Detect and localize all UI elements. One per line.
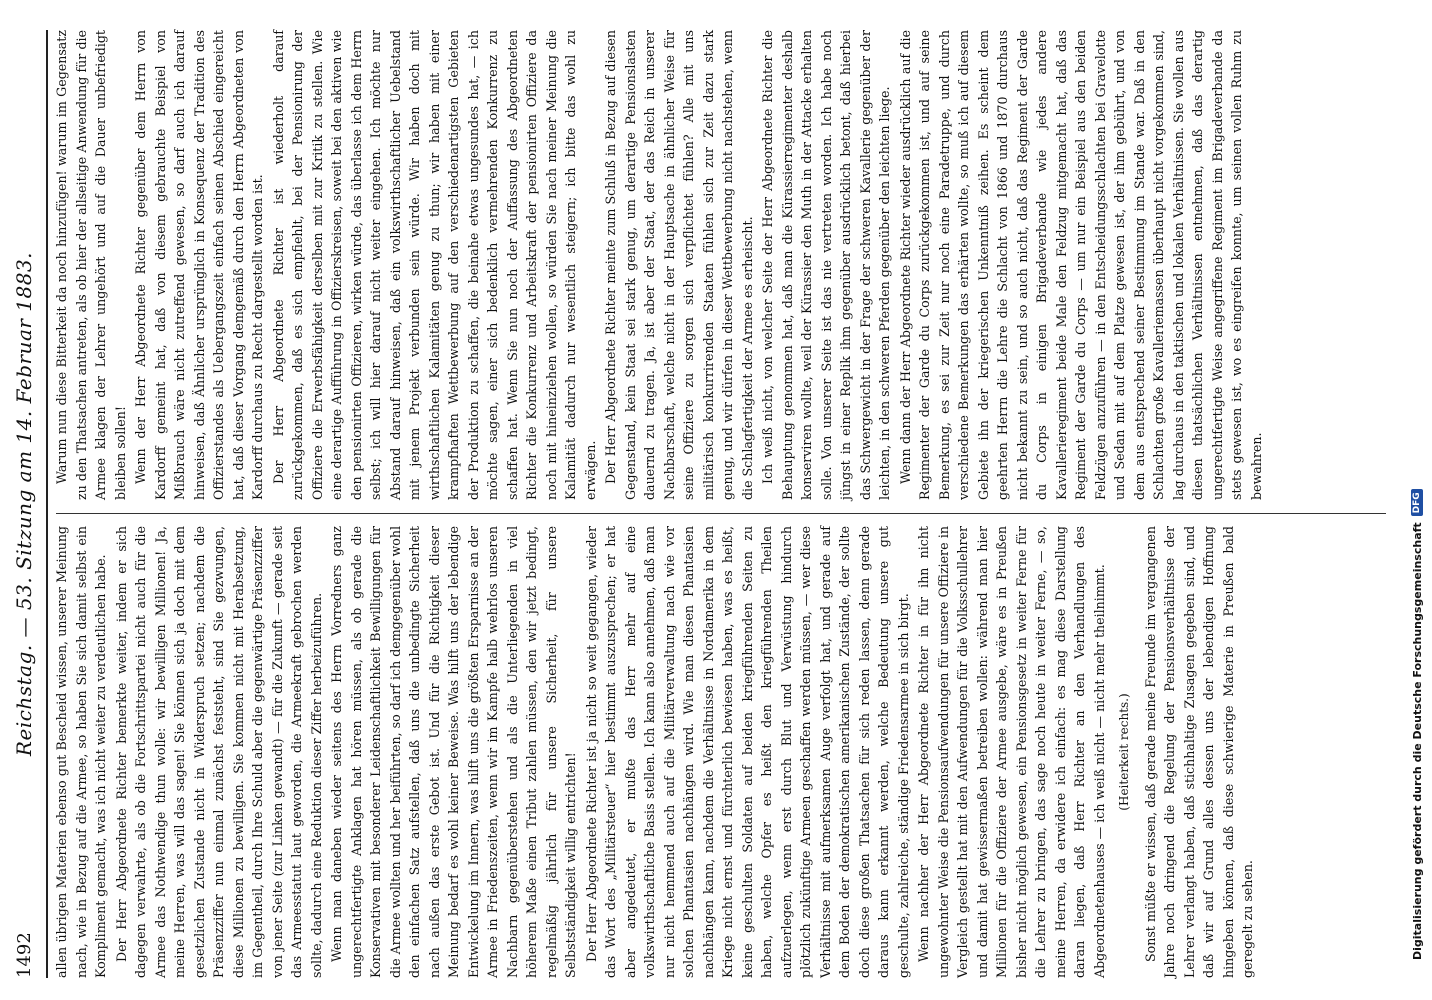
paragraph: Der Herr Abgeordnete Richter meinte zum Schluß in Bezug auf diesen Gegenstand, kein Staat sei stark genug, um derartige Pensionslasten dauernd zu tragen. Ja, ist aber der Staat, der das Reich in unserer Nachbarschaft, welche nicht in der Hauptsache in ähnlicher Weise für seine Offiziere zu sorgen sich verpflichtet fühlen? Alle mit uns militärisch konkurrirenden Staaten fühlen sich zur Zeit dazu stark genug, und wir dürfen in dieser Wettbewerbung nicht nachstehen, wenn die Schlagfertigkeit der Armee es erheischt. [603,30,755,500]
credit-text: Digitalisierung gefördert durch die Deutsche Forschungsgemeinschaft [1410,522,1424,960]
paragraph: Wenn nachher der Herr Abgeordnete Richter in für ihn nicht ungewohnter Weise die Pensionsaufwendungen für unsere Offiziere in Vergleich gestellt hat mit den Aufwendungen für die Volksschullehrer und damit hat gewissermaßen betreiben wollen: während man hier Millionen für die Offiziere der Armee ausgebe, wäre es in Preußen bisher nicht möglich gewesen, ein Pensionsgesetz in weiter Ferne für die Lehrer zu bringen, das sage noch heute in weiter Ferne, — so, meine Herren, da erwidere ich einfach: es mag diese Darstellung daran liegen, daß Herr Richter an den Verhandlungen des Abgeordnetenhauses — ich weiß nicht — nicht mehr theilnimmt. [916,526,1107,978]
text-column-left [52,526,1259,978]
paragraph: allen übrigen Materien ebenso gut Bescheid wissen, unserer Meinung nach, wie in Bezug auf die Armee, so haben Sie sich damit selbst ein Kompliment gemacht, was ich nicht weiter zu verdeutlichen habe. [54,526,108,978]
text-column-right [52,30,1267,500]
funding-credit [1408,20,1426,960]
column-divider [56,513,1386,514]
paragraph: Warum nun diese Bitterkeit da noch hinzufügen! warum im Gegensatz zu den Thatsachen antreten, als ob hier der allseitige Anwendung für die Armee klagen der Lehrer ungehört und auf die Dauer unbefriedigt bleiben sollen! [54,30,128,500]
paragraph: Wenn der Herr Abgeordnete Richter gegenüber dem Herrn von Kardorff gemeint hat, daß von diesem gebrauchte Beispiel von Mißbrauch wäre nicht zutreffend gewesen, so darf auch ich darauf hinweisen, daß Ähnlicher ursprünglich in Konsequenz der Tradition des Offizierstandes als Uebergangszeit einfach seinen Abschied eingereicht hat, daß dieser Vorgang demgemäß durch den Herrn Abgeordneten von Kardorff durchaus zu Recht dargestellt worden ist. [133,30,265,500]
header-rule [46,30,48,978]
paragraph: Der Herr Abgeordnete Richter ist wiederholt darauf zurückgekommen, daß es sich empfiehlt, bei der Pensionirung der Offiziere die Erwerbsfähigkeit derselben mit zur Kritik zu stellen. Wie eine derartige Aufführung in Offizierskreisen, soweit bei den aktiven wie den pensionirten Offizieren, wirken würde, das überlasse ich dem Herrn selbst; ich will hier darauf nicht weiter eingehen. Ich möchte nur Abstand darauf hinweisen, daß ein volkswirthschaftlicher Uebelstand mit jenem Projekt verbunden sein würde. Wir haben doch mit wirthschaftlichen Kalamitäten genug zu thun; wir haben mit einer krampfhaften Wettbewerbung auf den verschiedenartigsten Gebieten der Produktion zu schaffen, die beinahe etwas ungesundes hat, — ich möchte sagen, einer sich bedenklich vermehrenden Konkurrenz zu schaffen hat. Wenn Sie nun noch der Auffassung des Abgeordneten Richter die Konkurrenz und Arbeitskraft der pensionirten Offiziere da noch mit hineinziehen wollen, so würden Sie nach meiner Meinung die Kalamität dadurch nur wesentlich steigern; ich bitte das wohl zu erwägen. [270,30,598,500]
paragraph: Wenn man daneben wieder seitens des Herrn Vorredners ganz ungerechtfertigte Anklagen hat hören müssen, als ob gerade die Konservativen mit besonderer Leidenschaftlichkeit Bewilligungen für die Armee wollten und her beiführten, so darf ich demgegenüber wohl den einfachen Satz aufstellen, daß uns die unbedingte Sicherheit nach außen das erste Gebot ist. Und für die Richtigkeit dieser Meinung bedarf es wohl keiner Beweise. Was hilft uns der lebendige Entwickelung im Innern, was hilft uns die größten Ersparnisse an der Armee in Friedenszeiten, wenn wir im Kampfe halb wehrlos unseren Nachbarn gegenüberstehen und als die Unterliegenden in viel höherem Maße einen Tribut zahlen müssen, den wir jetzt bedingt, regelmäßig jährlich für unsere Sicherheit, für unsere Selbstständigkeit willig entrichten! [329,526,578,978]
page-header [10,30,40,978]
paragraph: Ich weiß nicht, von welcher Seite der Herr Abgeordnete Richter die Behauptung genommen hat, daß man die Kürassierregimenter deshalb konserviren wollte, weil der Kürassier den Muth in der Attacke erhalten solle. Von unserer Seite ist das nie vertreten worden. Ich habe noch jüngst in einer Replik ihm gegenüber ausdrücklich betont, daß hierbei das Schwergewicht in der Frage der schweren Kavallerie gegenüber der leichten, in den schweren Pferden gegenüber den leichten liege. [760,30,892,500]
page-title: Reichstag. — 53. Sitzung am 14. Februar 1883. [12,251,36,757]
paragraph: Der Herr Abgeordnete Richter ist ja nicht so weit gegangen, wieder das Wort des „Militärsteuer“ hier bestimmt auszusprechen; er hat aber angedeutet, er mußte das Herr mehr auf eine volkswirthschaftliche Basis stellen. Ich kann also annehmen, daß man nur nicht hemmend auch auf die Militärverwaltung nach wie vor solchen Phantasien nachhängen wird. Wie man diesen Phantasien nachhängen kann, nachdem die Verhältnisse in Nordamerika in dem Kriege nicht ernst und fürchterlich bewiesen haben, was es heißt, keine geschulten Soldaten auf beiden kriegführenden Seiten zu haben, welche Opfer es heißt den kriegführenden Theilen aufzuerlegen, wenn erst durch Blut und Verwüstung hindurch plötzlich zukünftige Armeen geschaffen werden müssen, — wer diese Verhältnisse mit aufmerksamen Auge verfolgt hat, und gerade auf dem Boden der demokratischen amerikanischen Zustände, der sollte doch diese großen Thatsachen für sich reden lassen, denn gerade daraus kann erkannt werden, welche Bedeutung unsere gut geschulte, zahlreiche, ständige Friedensarmee in sich birgt. [583,526,911,978]
paragraph: Der Herr Abgeordnete Richter bemerkte weiter, indem er sich dagegen verwahrte, als ob die Fortschrittspartei nicht auch für die Armee das Nothwendige thun wolle: wir bewilligen Millionen! Ja, meine Herren, was will das sagen! Sie können sich ja doch mit dem gesetzlichen Zustande nicht in Widerspruch setzen; nachdem die Präsenzziffer nun einmal zunächst feststeht, sind Sie gezwungen, diese Millionen zu bewilligen. Sie kommen nicht mit Herabsetzung, im Gegentheil, durch Ihre Schuld aber die gegenwärtige Präsenzziffer von jener Seite (zur Linken gewandt) — für die Zukunft — gerade seit das Armeesstatut laut geworden, die Armeekraft gebrochen werden sollte, dadurch eine Reduktion dieser Ziffer herbeizuführen. [113,526,324,978]
paragraph: Wenn dann der Herr Abgeordnete Richter wieder ausdrücklich auf die Regimenter der Garde du Corps zurückgekommen ist, und auf seine Bemerkung, es sei zur Zeit nur noch eine Paradetruppe, und durch verschiedene Bemerkungen das erhärten wollte, so muß ich auf diesem Gebiete ihn der kriegerischen Unkenntniß zeihen. Es scheint dem geehrten Herrn die Lehre die Schlacht von 1866 und 1870 durchaus nicht bekannt zu sein, und so auch nicht, daß das Regiment der Garde du Corps in einigen Brigadeverbande wie jedes andere Kavallerieregiment beide Male den Feldzug mitgemacht hat, daß das Regiment der Garde du Corps — um nur ein Beispiel aus den beiden Feldzügen anzuführen — in den Entscheidungsschlachten bei Gravelotte und Sedan mit auf dem Platze gewesen ist, der ihm gebührt, und von dem aus entsprechend seiner Bestimmung im Stande war. Daß in den Schlachten große Kavalleriemassen überhaupt nicht vorgekommen sind, lag durchaus in den taktischen und lokalen Verhältnissen. Sie wollen aus diesen thatsächlichen Verhältnissen entnehmen, daß das derartig ungerechtfertigte Weise angegriffene Regiment im Brigadeverbande da stets gewesen ist, wo es eingreifen konnte, um seinen vollen Ruhm zu bewahren. [897,30,1264,500]
dfg-logo-icon: DFG [1411,489,1423,516]
interjection: (Heiterkeit rechts.) [1117,693,1131,811]
paragraph: Sonst müßte er wissen, daß gerade meine Freunde im vergangenen Jahre noch dringend die Regelung der Pensionsverhältnisse der Lehrer verlangt haben, daß stichhaltige Zusagen gegeben sind, und daß wir auf Grund alles dessen uns der lebendigen Hoffnung hingeben können, daß diese schwierige Materie in Preußen bald geregelt zu sehen. [1142,526,1255,978]
page-number: 1492 [14,932,35,978]
